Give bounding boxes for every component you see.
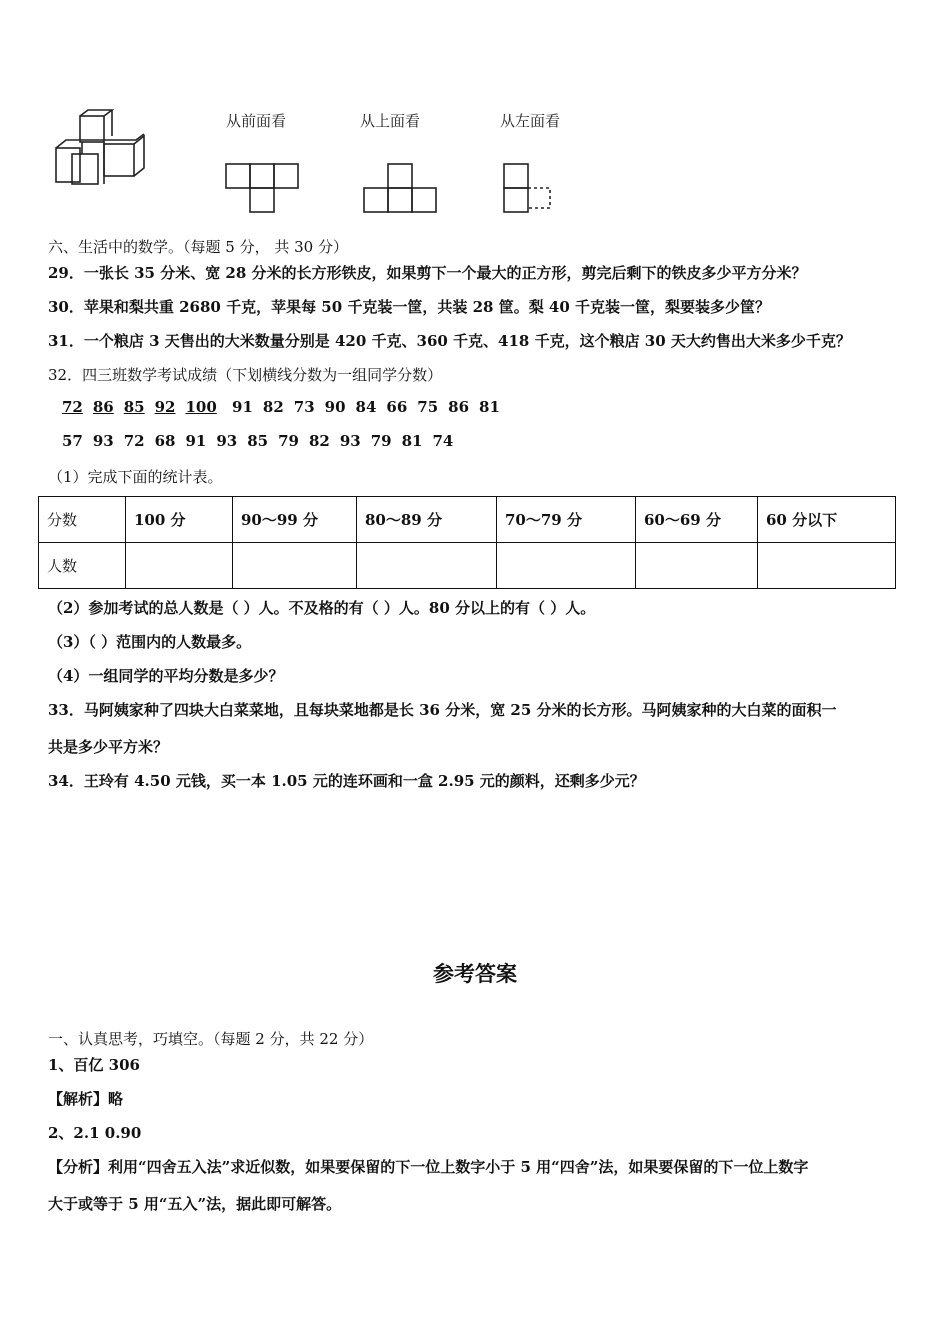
score: 79 [370, 432, 392, 450]
score: 85 [247, 432, 269, 450]
table-header-cell: 70～79 分 [497, 497, 636, 543]
view-label-top: 从上面看 [360, 112, 421, 130]
question-31: 31．一个粮店 3 天售出的大米数量分别是 420 千克、360 千克、418 千克，这个粮店 30 天大约售出大米多少千克？ [48, 332, 851, 350]
score: 57 [62, 432, 83, 450]
table-header-cell: 分数 [39, 497, 126, 543]
score: 91 [185, 432, 207, 450]
question-29: 29．一张长 35 分米、宽 28 分米的长方形铁皮，如果剪下一个最大的正方形，剪完后剩下的铁皮多少平方分米？ [48, 264, 807, 282]
question-32-part-1: （1）完成下面的统计表。 [48, 468, 223, 486]
statistics-table [38, 496, 896, 589]
score: 81 [401, 432, 423, 450]
table-header-cell: 60 分以下 [758, 497, 896, 543]
section6-heading: 六、生活中的数学。（每题 5 分， 共 30 分） [48, 238, 348, 256]
table-cell-empty [233, 543, 357, 589]
score: 74 [432, 432, 454, 450]
score: 66 [386, 398, 408, 416]
table-cell-empty [126, 543, 233, 589]
score: 84 [355, 398, 377, 416]
score: 75 [417, 398, 439, 416]
score-underlined: 86 [92, 398, 114, 416]
score: 90 [324, 398, 346, 416]
table-cell-empty [497, 543, 636, 589]
table-cell-empty [357, 543, 497, 589]
question-33-line-2: 共是多少平方米？ [48, 738, 169, 756]
score-underlined: 92 [154, 398, 176, 416]
question-32: 32．四三班数学考试成绩（下划横线分数为一组同学分数） [48, 366, 443, 384]
cube-stack-figure [48, 108, 158, 188]
score: 82 [262, 398, 284, 416]
top-view-figure [360, 160, 442, 216]
question-34: 34．王玲有 4.50 元钱，买一本 1.05 元的连环画和一盒 2.95 元的颜料，还剩多少元？ [48, 772, 645, 790]
view-label-front: 从前面看 [226, 112, 287, 130]
score: 86 [448, 398, 470, 416]
score: 91 [232, 398, 253, 416]
table-row [39, 543, 896, 589]
table-header-cell: 100 分 [126, 497, 233, 543]
score: 68 [154, 432, 176, 450]
table-header-cell: 60～69 分 [636, 497, 758, 543]
answer-2-analysis-line-2: 大于或等于 5 用“五入”法，据此即可解答。 [48, 1195, 342, 1213]
score: 93 [92, 432, 114, 450]
table-header-row [39, 497, 896, 543]
table-header-cell: 80～89 分 [357, 497, 497, 543]
answers-title: 参考答案 [433, 962, 517, 986]
score-underlined: 85 [123, 398, 145, 416]
question-32-part-3: （3）（ ）范围内的人数最多。 [48, 633, 252, 651]
question-33-line-1: 33．马阿姨家种了四块大白菜菜地，且每块菜地都是长 36 分米，宽 25 分米的长方形。马阿姨家种的大白菜的面积一 [48, 701, 837, 719]
score: 79 [278, 432, 299, 450]
score-underlined: 100 [185, 398, 217, 416]
view-label-left: 从左面看 [500, 112, 561, 130]
score: 82 [309, 432, 330, 450]
answer-2-analysis-line-1: 【分析】利用“四舍五入法”求近似数，如果要保留的下一位上数字小于 5 用“四舍”法，如果要保留的下一位上数字 [48, 1158, 809, 1176]
score: 93 [216, 432, 238, 450]
answer-2: 2、2.1 0.90 [48, 1124, 142, 1142]
scores-row-1 [62, 398, 510, 416]
table-row-label: 人数 [39, 543, 126, 589]
front-view-figure [222, 160, 302, 216]
table-cell-empty [758, 543, 896, 589]
score-underlined: 72 [62, 398, 83, 416]
answer-1: 1、百亿 306 [48, 1056, 140, 1074]
table-cell-empty [636, 543, 758, 589]
table-header-cell: 90～99 分 [233, 497, 357, 543]
question-30: 30．苹果和梨共重 2680 千克，苹果每 50 千克装一筐，共装 28 筐。梨 40 千克装一筐，梨要装多少筐？ [48, 298, 771, 316]
left-view-figure [500, 160, 556, 216]
answers-section-1-heading: 一、认真思考，巧填空。（每题 2 分，共 22 分） [48, 1030, 374, 1048]
score: 72 [123, 432, 145, 450]
answer-1-note: 【解析】略 [48, 1090, 124, 1108]
score: 73 [293, 398, 315, 416]
scores-row-2 [62, 432, 463, 450]
score: 93 [339, 432, 361, 450]
score: 81 [479, 398, 500, 416]
question-32-part-4: （4）一组同学的平均分数是多少？ [48, 667, 284, 685]
question-32-part-2: （2）参加考试的总人数是（ ）人。不及格的有（ ）人。80 分以上的有（ ）人。 [48, 599, 596, 617]
